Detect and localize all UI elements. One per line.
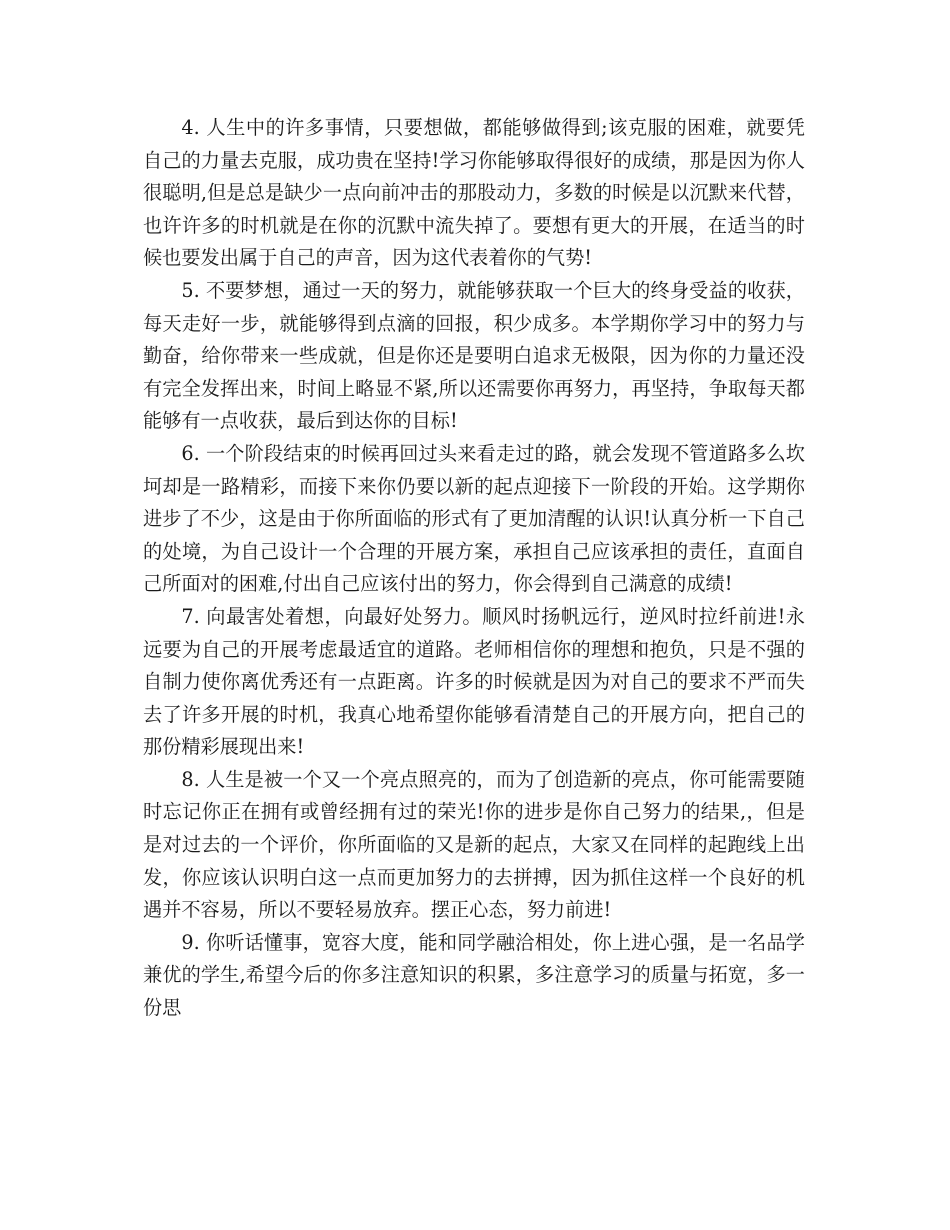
paragraph-4: 4. 人生中的许多事情，只要想做，都能够做得到;该克服的困难，就要凭自己的力量去克服，成功贵在坚持!学习你能够取得很好的成绩，那是因为你人很聪明,但是总是缺少一点向前冲击的那股动力，多数的时候是以沉默来代替，也许许多的时机就是在你的沉默中流失掉了。要想有更大的开展，在适当的时候也要发出属于自己的声音，因为这代表着你的气势!: [143, 116, 805, 270]
paragraph-9: 9. 你听话懂事，宽容大度，能和同学融洽相处，你上进心强，是一名品学兼优的学生,希望今后的你多注意知识的积累，多注意学习的质量与拓宽，多一份思: [143, 930, 805, 1020]
paragraph-5: 5. 不要梦想，通过一天的努力，就能够获取一个巨大的终身受益的收获，每天走好一步，就能够得到点滴的回报，积少成多。本学期你学习中的努力与勤奋，给你带来一些成就，但是你还是要明白追求无极限，因为你的力量还没有完全发挥出来，时间上略显不紧,所以还需要你再努力，再坚持，争取每天都能够有一点收获，最后到达你的目标!: [143, 278, 805, 433]
document-body: [143, 112, 805, 1025]
paragraph-8: 8. 人生是被一个又一个亮点照亮的，而为了创造新的亮点，你可能需要随时忘记你正在拥有或曾经拥有过的荣光!你的进步是你自己努力的结果,，但是是对过去的一个评价，你所面临的又是新的起点，大家又在同样的起跑线上出发，你应该认识明白这一点而更加努力的去拼搏，因为抓住这样一个良好的机遇并不容易，所以不要轻易放弃。摆正心态，努力前进!: [143, 767, 805, 922]
paragraph-6: 6. 一个阶段结束的时候再回过头来看走过的路，就会发现不管道路多么坎坷却是一路精彩，而接下来你仍要以新的起点迎接下一阶段的开始。这学期你进步了不少，这是由于你所面临的形式有了更加清醒的认识!认真分析一下自己的处境，为自己设计一个合理的开展方案，承担自己应该承担的责任，直面自己所面对的困难,付出自己应该付出的努力，你会得到自己满意的成绩!: [143, 441, 805, 596]
paragraph-7: 7. 向最害处着想，向最好处努力。顺风时扬帆远行，逆风时拉纤前进!永远要为自己的开展考虑最适宜的道路。老师相信你的理想和抱负，只是不强的自制力使你离优秀还有一点距离。许多的时候就是因为对自己的要求不严而失去了许多开展的时机，我真心地希望你能够看清楚自己的开展方向，把自己的那份精彩展现出来!: [143, 604, 805, 759]
